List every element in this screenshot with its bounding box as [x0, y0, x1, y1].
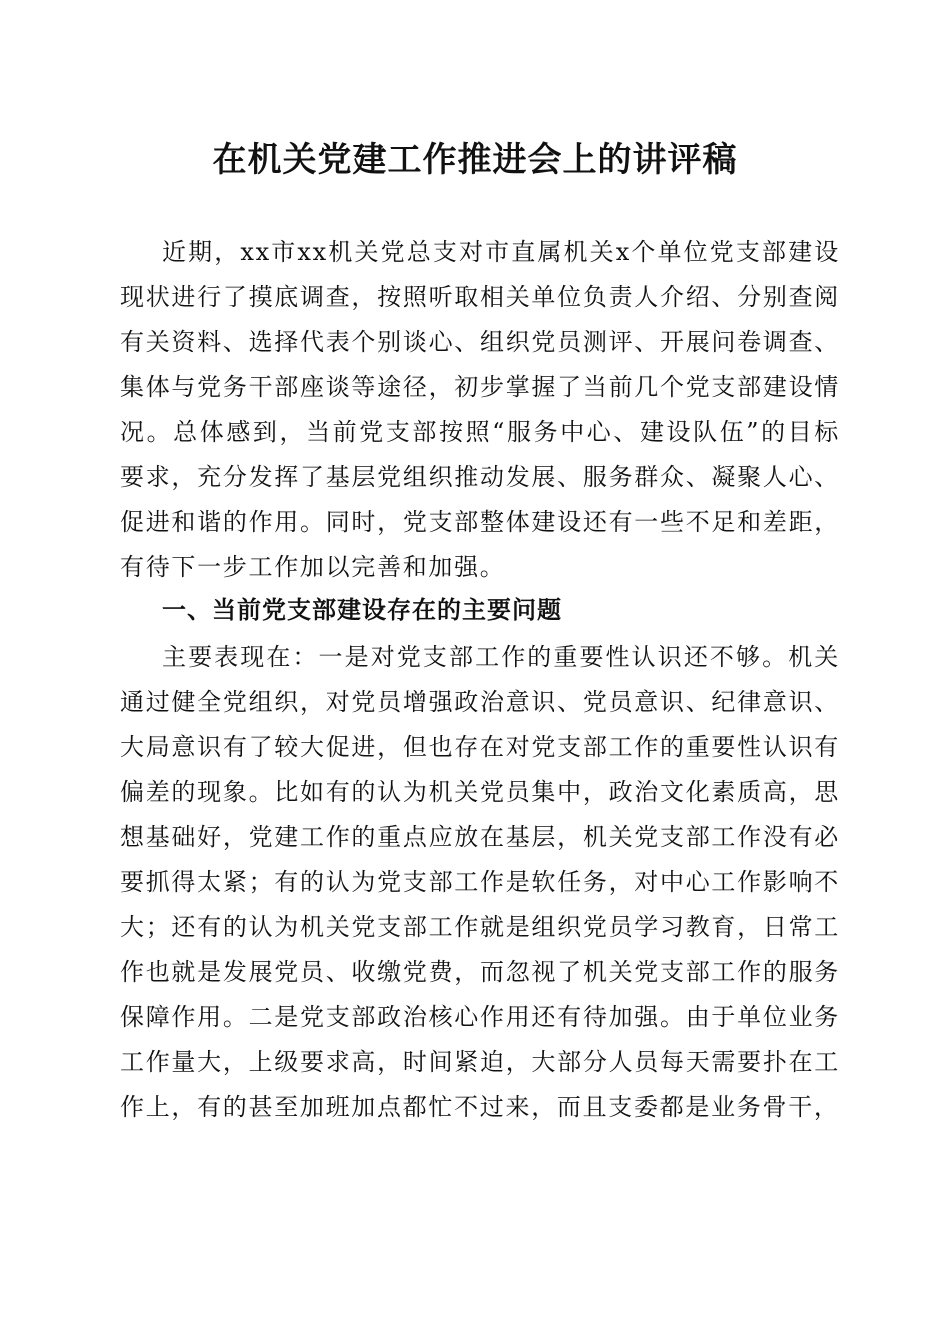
section-heading: 一、当前党支部建设存在的主要问题 [162, 596, 562, 624]
document-title: 在机关党建工作推进会上的讲评稿 [212, 140, 738, 180]
section-paragraph: 主要表现在：一是对党支部工作的重要性认识还不够。机关通过健全党组织，对党员增强政治意识、党员意识、纪律意识、大局意识有了较大促进，但也存在对党支部工作的重要性认识有偏差的现象。比如有的认为机关党员集中，政治文化素质高，思想基础好，党建工作的重点应放在基层，机关党支部工作没有必要抓得太紧；有的认为党支部工作是软任务，对中心工作影响不大；还有的认为机关党支部工作就是组织党员学习教育，日常工作也就是发展党员、收缴党费，而忽视了机关党支部工作的服务保障作用。二是党支部政治核心作用还有待加强。由于单位业务工作量大，上级要求高，时间紧迫，大部分人员每天需要扑在工作上，有的甚至加班加点都忙不过来，而且支委都是业务骨干， [120, 643, 840, 1121]
intro-paragraph: 近期，xx市xx机关党总支对市直属机关x个单位党支部建设现状进行了摸底调查，按照听取相关单位负责人介绍、分别查阅有关资料、选择代表个别谈心、组织党员测评、开展问卷调查、集体与党务干部座谈等途径，初步掌握了当前几个党支部建设情况。总体感到，当前党支部按照“服务中心、建设队伍”的目标要求，充分发挥了基层党组织推动发展、服务群众、凝聚人心、促进和谐的作用。同时，党支部整体建设还有一些不足和差距，有待下一步工作加以完善和加强。 [120, 238, 840, 581]
